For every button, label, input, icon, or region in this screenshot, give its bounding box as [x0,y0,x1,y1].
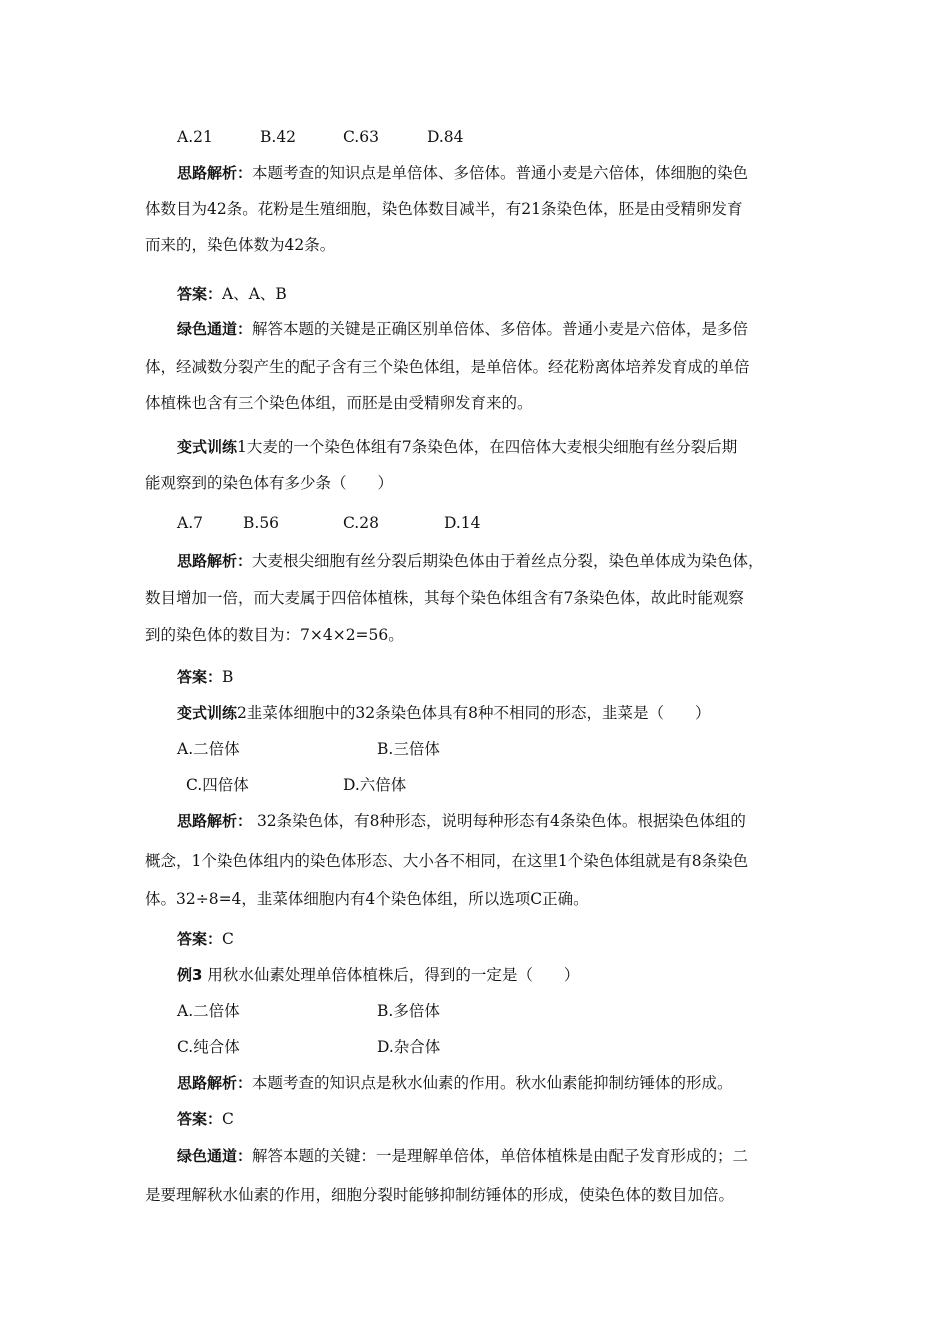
analysis-label: 思路解析： [177,164,253,182]
analysis-line: 思路解析：本题考查的知识点是单倍体、多倍体。普通小麦是六倍体，体细胞的染色 [177,164,749,182]
green-channel-line: 绿色通道：解答本题的关键：一是理解单倍体，单倍体植株是由配子发育形成的；二 [177,1147,749,1165]
analysis-line: 体。32÷8=4，韭菜体细胞内有4个染色体组，所以选项C正确。 [145,890,589,908]
option-d: D.六倍体 [343,776,407,794]
option-a: A.二倍体 [177,740,240,758]
variant-label: 变式训练 [177,704,238,722]
analysis-label: 思路解析： [177,812,253,830]
option-c: C.28 [343,514,379,532]
green-channel-line: 绿色通道：解答本题的关键是正确区别单倍体、多倍体。普通小麦是六倍体，是多倍 [177,320,749,338]
example-3-stem: 例3 用秋水仙素处理单倍体植株后，得到的一定是（ ） [177,966,580,984]
analysis-line: 思路解析：本题考查的知识点是秋水仙素的作用。秋水仙素能抑制纺锤体的形成。 [177,1074,733,1092]
option-c: C.四倍体 [186,776,249,794]
option-a: A.7 [177,514,203,532]
green-channel-label: 绿色通道： [177,1147,253,1165]
example-label: 例3 [177,966,203,984]
option-c: C.63 [343,128,379,146]
answer-line [177,928,234,950]
analysis-label: 思路解析： [177,552,253,570]
analysis-line: 到的染色体的数目为：7×4×2=56。 [145,626,404,644]
answer-label: 答案： [177,668,223,686]
answer-label: 答案： [177,285,223,303]
green-channel-line: 体，经减数分裂产生的配子含有三个染色体组，是单倍体。经花粉离体培养发育成的单倍 [145,358,750,376]
answer-label: 答案： [177,1110,223,1128]
variant-label: 变式训练 [177,438,238,456]
option-b: B.多倍体 [377,1002,440,1020]
answer-value: C [222,930,234,948]
green-channel-line: 是要理解秋水仙素的作用，细胞分裂时能够抑制纺锤体的形成，使染色体的数目加倍。 [145,1186,735,1204]
analysis-line: 思路解析： 32条染色体，有8种形态，说明每种形态有4条染色体。根据染色体组的 [177,812,746,830]
option-b: B.56 [243,514,280,532]
option-b: B.三倍体 [377,740,440,758]
option-d: D.84 [427,128,464,146]
option-a: A.21 [177,128,213,146]
analysis-line: 体数目为42条。花粉是生殖细胞，染色体数目减半，有21条染色体，胚是由受精卵发育 [145,200,743,218]
answer-line [177,1108,234,1130]
option-a: A.二倍体 [177,1002,240,1020]
option-d: D.14 [444,514,481,532]
answer-value: C [222,1110,234,1128]
answer-value: B [222,668,234,686]
green-channel-label: 绿色通道： [177,320,253,338]
answer-line [177,283,287,305]
analysis-line: 而来的，染色体数为42条。 [145,236,336,254]
analysis-label: 思路解析： [177,1074,253,1092]
analysis-line: 数目增加一倍，而大麦属于四倍体植株，其每个染色体组含有7条染色体，故此时能观察 [145,589,744,607]
answer-label: 答案： [177,930,223,948]
option-c: C.纯合体 [177,1038,240,1056]
option-d: D.杂合体 [377,1038,441,1056]
analysis-line: 概念，1个染色体组内的染色体形态、大小各不相同，在这里1个染色体组就是有8条染色 [145,852,749,870]
green-channel-line: 体植株也含有三个染色体组，而胚是由受精卵发育来的。 [145,394,533,412]
option-b: B.42 [260,128,297,146]
variant-2-stem: 变式训练2韭菜体细胞中的32条染色体具有8种不相同的形态，韭菜是（ ） [177,704,711,722]
variant-1-stem: 变式训练1大麦的一个染色体组有7条染色体，在四倍体大麦根尖细胞有丝分裂后期 [177,438,738,456]
variant-1-stem: 能观察到的染色体有多少条（ ） [145,474,394,492]
answer-line [177,666,233,688]
analysis-line: 思路解析：大麦根尖细胞有丝分裂后期染色体由于着丝点分裂，染色单体成为染色体， [177,552,764,570]
answer-value: A、A、B [222,285,287,303]
